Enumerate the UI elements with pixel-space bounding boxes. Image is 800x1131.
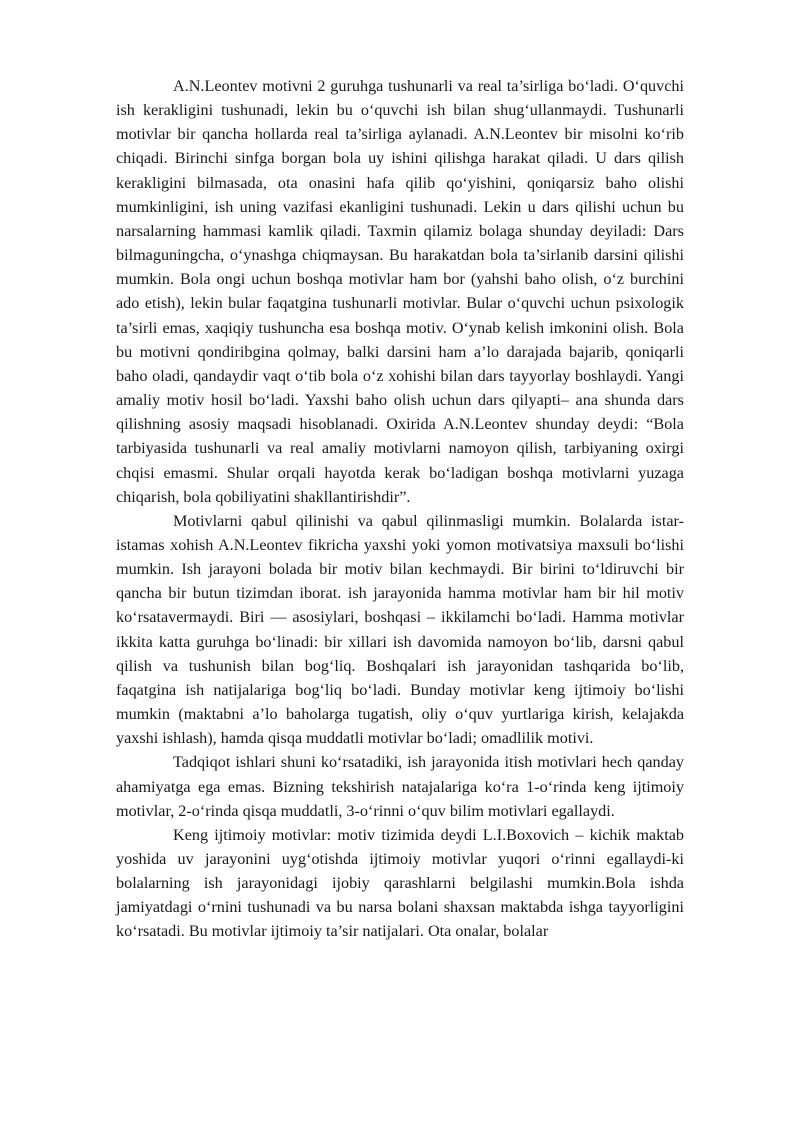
paragraph-social-motives: Keng ijtimoiy motivlar: motiv tizimida deydi L.I.Boxovich – kichik maktab yoshida uv jarayonini uyg‘otishda ijtimoiy motivlar yuqori o‘rinni egallaydi-ki bolalarning ish jarayonidagi ijobiy qarashlarni belgilashi mumkin.Bola ishda jamiyatdagi o‘rnini tushunadi va bu narsa bolani shaxsan maktabda ishga tayyorligini ko‘rsatadi. Bu motivlar ijtimoiy ta’sir natijalari. Ota onalar, bolalar (116, 825, 684, 941)
document-body (116, 74, 684, 944)
paragraph-leontev-motives: A.N.Leontev motivni 2 guruhga tushunarli va real ta’sirliga bo‘ladi. O‘quvchi ish kerakligini tushunadi, lekin bu o‘quvchi ish bilan shug‘ullanmaydi. Tushunarli motivlar bir qancha hollarda real ta’sirliga aylanadi. A.N.Leontev bir misolni ko‘rib chiqadi. Birinchi sinfga borgan bola uy ishini qilishga harakat qiladi. U dars qilish kerakligini bilmasada, ota onasini hafa qilib qo‘yishini, qoniqarsiz baho olishi mumkinligini, ish uning vazifasi ekanligini tushunadi. Lekin u dars qilishi uchun bu narsalarning hammasi kamlik qiladi. Taxmin qilamiz bolaga shunday deyiladi: Dars bilmaguningcha, o‘ynashga chiqmaysan. Bu harakatdan bola ta’sirlanib darsini qilishi mumkin. Bola ongi uchun boshqa motivlar ham bor (yahshi baho olish, o‘z burchini ado etish), lekin bular faqatgina tushunarli motivlar. Bular o‘quvchi uchun psixologik ta’sirli emas, xaqiqiy tushuncha esa boshqa motiv. O‘ynab kelish imkonini olish. Bola bu motivni qondiribgina qolmay, balki darsini ham a’lo darajada bajarib, qoniqarli baho oladi, qandaydir vaqt o‘tib bola o‘z xohishi bilan dars tayyorlay boshlaydi. Yangi amaliy motiv hosil bo‘ladi. Yaxshi baho olish uchun dars qilyapti– ana shunda dars qilishning asosiy maqsadi hisoblanadi. Oxirida A.N.Leontev shunday deydi: “Bola tarbiyasida tushunarli va real amaliy motivlarni namoyon qilish, tarbiyaning oxirgi chqisi emasmi. Shular orqali hayotda kerak bo‘ladigan boshqa motivlarni yuzaga chiqarish, bola qobiliyatini shakllantirishdir”. (116, 77, 684, 506)
paragraph-motive-acceptance: Motivlarni qabul qilinishi va qabul qilinmasligi mumkin. Bolalarda istar-istamas xohish A.N.Leontev fikricha yaxshi yoki yomon motivatsiya maxsuli bo‘lishi mumkin. Ish jarayoni bolada bir motiv bilan kechmaydi. Bir birini to‘ldiruvchi bir qancha bir butun tizimdan iborat. ish jarayonida hamma motivlar ham bir hil motiv ko‘rsatavermaydi. Biri — asosiylari, boshqasi – ikkilamchi bo‘ladi. Hamma motivlar ikkita katta guruhga bo‘linadi: bir xillari ish davomida namoyon bo‘lib, darsni qabul qilish va tushunish bilan bog‘liq. Boshqalari ish jarayonidan tashqarida bo‘lib, faqatgina ish natijalariga bog‘liq bo‘ladi. Bunday motivlar keng ijtimoiy bo‘lishi mumkin (maktabni a’lo baholarga tugatish, oliy o‘quv yurtlariga kirish, kelajakda yaxshi ishlash), hamda qisqa muddatli motivlar bo‘ladi; omadlilik motivi. (116, 511, 684, 748)
paragraph-research-findings: Tadqiqot ishlari shuni ko‘rsatadiki, ish jarayonida itish motivlari hech qanday ahamiyatga ega emas. Bizning tekshirish natajalariga ko‘ra 1-o‘rinda keng ijtimoiy motivlar, 2-o‘rinda qisqa muddatli, 3-o‘rinni o‘quv bilim motivlari egallaydi. (116, 753, 684, 820)
